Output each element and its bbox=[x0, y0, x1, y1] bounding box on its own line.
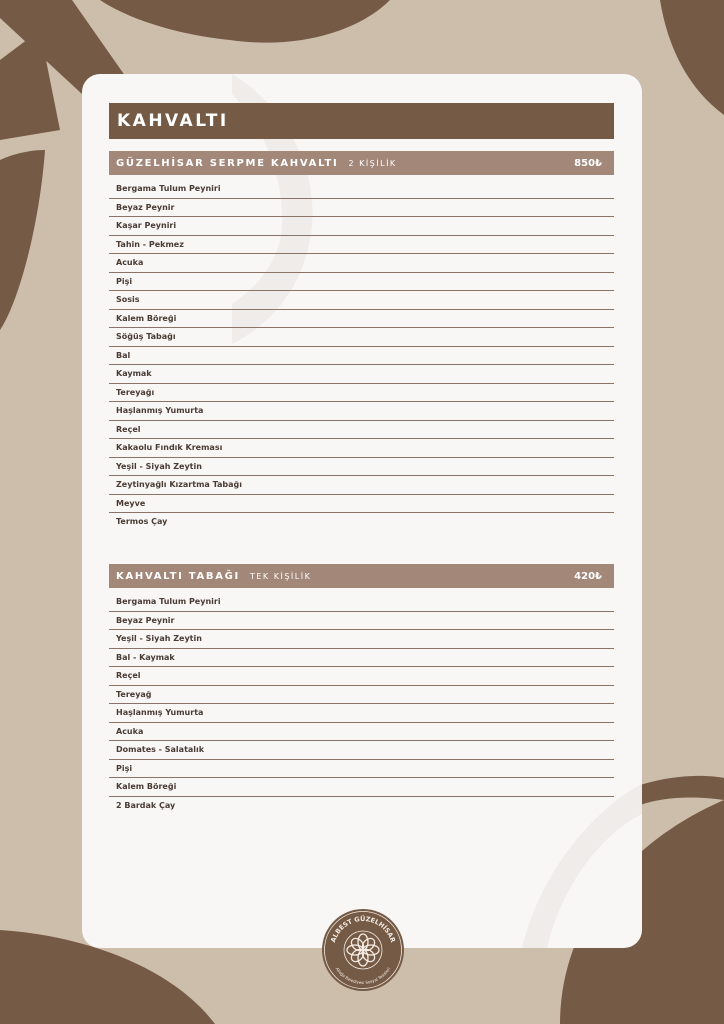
section-subtitle: TEK KİŞİLİK bbox=[249, 571, 312, 581]
menu-item: Tahin - Pekmez bbox=[109, 236, 614, 255]
menu-item: Kaymak bbox=[109, 365, 614, 384]
menu-item: Tereyağı bbox=[109, 384, 614, 403]
menu-item: Haşlanmış Yumurta bbox=[109, 704, 614, 723]
menu-item: Haşlanmış Yumurta bbox=[109, 402, 614, 421]
menu-item: Bal - Kaymak bbox=[109, 649, 614, 668]
menu-item: Reçel bbox=[109, 421, 614, 440]
menu-item: Acuka bbox=[109, 723, 614, 742]
page-title: KAHVALTI bbox=[109, 103, 614, 139]
menu-item: Bal bbox=[109, 347, 614, 366]
section-price: 850₺ bbox=[574, 157, 602, 169]
section-subtitle: 2 KİŞİLİK bbox=[348, 158, 397, 168]
menu-item: Bergama Tulum Peyniri bbox=[109, 180, 614, 199]
menu-item: Kalem Böreği bbox=[109, 778, 614, 797]
section-header-tabak bbox=[109, 564, 614, 588]
menu-item: Termos Çay bbox=[116, 517, 168, 526]
menu-item: Sosis bbox=[109, 291, 614, 310]
menu-item: Beyaz Peynir bbox=[109, 612, 614, 631]
menu-list-tabak bbox=[109, 593, 614, 815]
menu-item: Söğüş Tabağı bbox=[109, 328, 614, 347]
menu-item: Kalem Böreği bbox=[109, 310, 614, 329]
menu-item: Domates - Salatalık bbox=[109, 741, 614, 760]
menu-item: Bergama Tulum Peyniri bbox=[109, 593, 614, 612]
menu-item: Reçel bbox=[109, 667, 614, 686]
logo-top-text: ALBEST GÜZELHİSAR bbox=[329, 914, 397, 944]
menu-item: Yeşil - Siyah Zeytin bbox=[109, 630, 614, 649]
logo-bottom-text: Aliağa Belediyesi Sosyal Tesisleri bbox=[334, 966, 392, 986]
menu-item: Acuka bbox=[109, 254, 614, 273]
menu-item: Kakaolu Fındık Kreması bbox=[109, 439, 614, 458]
menu-item: Meyve bbox=[109, 495, 614, 514]
section-header-serpme bbox=[109, 151, 614, 175]
menu-card bbox=[82, 74, 642, 948]
menu-item: Tereyağ bbox=[109, 686, 614, 705]
section-title: KAHVALTI TABAĞI bbox=[116, 570, 240, 582]
menu-item: Zeytinyağlı Kızartma Tabağı bbox=[109, 476, 614, 495]
menu-item: 2 Bardak Çay bbox=[116, 800, 176, 810]
menu-item: Yeşil - Siyah Zeytin bbox=[109, 458, 614, 477]
section-title: GÜZELHİSAR SERPME KAHVALTI bbox=[116, 157, 339, 169]
menu-item: Beyaz Peynir bbox=[109, 199, 614, 218]
section-price: 420₺ bbox=[574, 570, 602, 582]
menu-item: Kaşar Peyniri bbox=[109, 217, 614, 236]
albest-logo-seal bbox=[321, 908, 405, 992]
menu-item: Pişi bbox=[109, 273, 614, 292]
menu-item: Pişi bbox=[109, 760, 614, 779]
menu-list-serpme bbox=[109, 180, 614, 532]
